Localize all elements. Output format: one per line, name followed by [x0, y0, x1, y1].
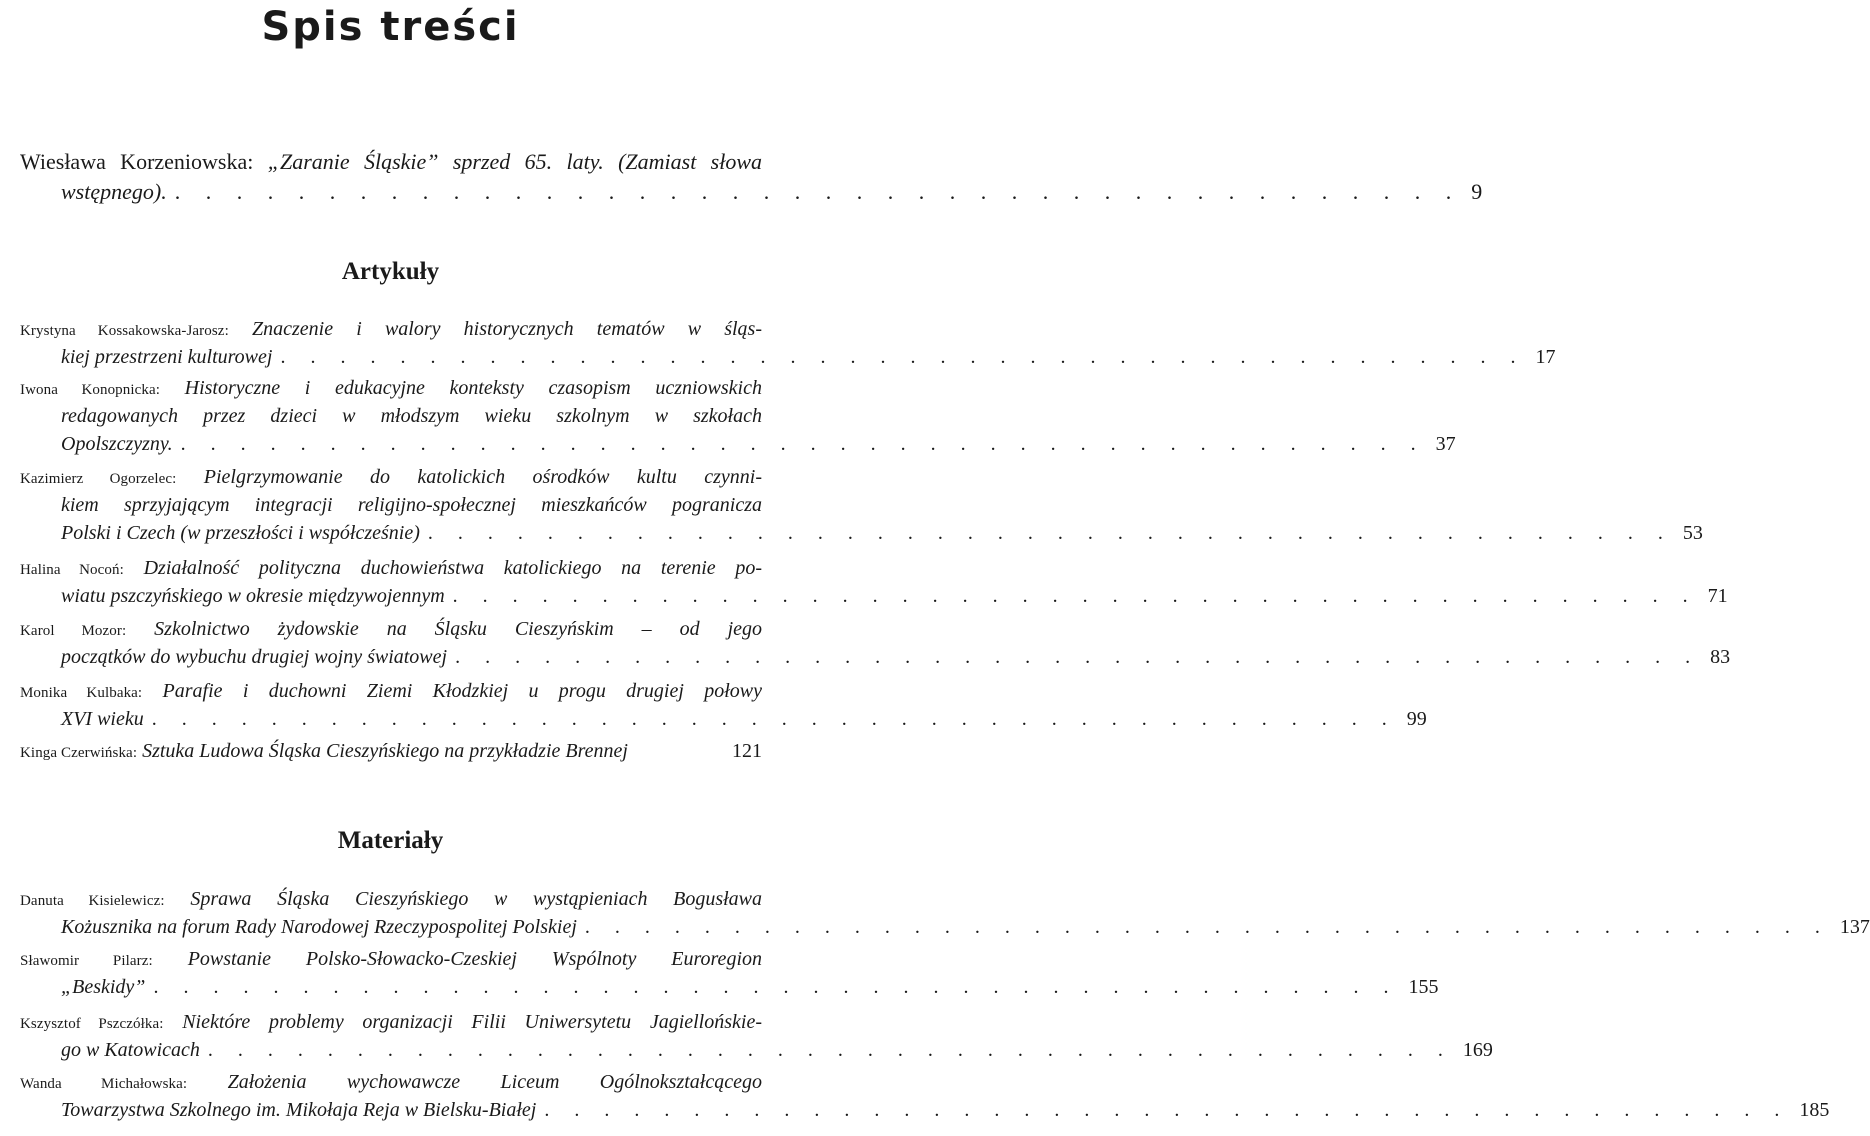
toc-entry[interactable]	[20, 315, 1556, 371]
toc-author: Iwona Konopnicka:	[20, 382, 161, 398]
toc-entry-line	[20, 582, 1728, 610]
toc-author: Sławomir Pilarz:	[20, 953, 153, 969]
toc-entry-line	[20, 402, 762, 430]
toc-entry-line	[20, 737, 762, 765]
toc-page-number: 17	[1535, 346, 1556, 368]
toc-entry-line	[20, 178, 1483, 206]
toc-page-number: 121	[732, 740, 762, 762]
toc-title: Historyczne i edukacyjne konteksty czasopism uczniowskich	[184, 377, 762, 399]
toc-entry-line	[20, 705, 1427, 733]
toc-author: Kinga Czerwińska:	[20, 745, 138, 761]
toc-author: Danuta Kisielewicz:	[20, 893, 165, 909]
toc-entry-line	[20, 1008, 762, 1036]
toc-leader-dots: . . . . . . . . . . . . . . . . . . . . . . . . . . . . . . . . . . . . . . . . . .	[584, 916, 1830, 938]
toc-entry[interactable]	[20, 1008, 1493, 1064]
toc-author: Krystyna Kossakowska-Jarosz:	[20, 323, 229, 339]
toc-entry-line	[20, 1036, 1493, 1064]
toc-author: Wanda Michałowska:	[20, 1076, 188, 1092]
toc-entry[interactable]	[20, 945, 1439, 1001]
toc-leader-dots: . . . . . . . . . . . . . . . . . . . . . . . . . . . . . . . . . . . . . . . . . .	[455, 646, 1701, 668]
toc-leader-dots: . . . . . . . . . . . . . . . . . . . . . . . . . . . . . . . . . . . . . . . . . .	[452, 585, 1698, 607]
toc-title: Powstanie Polsko-Słowacko-Czeskiej Wspólnoty Euroregion	[187, 948, 762, 970]
toc-leader-dots: . . . . . . . . . . . . . . . . . . . . . . . . . . . . . . . . . . . . . . . . . .	[544, 1099, 1790, 1121]
toc-entry-line	[20, 148, 762, 176]
toc-entry-line	[20, 913, 1870, 941]
toc-entry-line	[20, 885, 762, 913]
toc-entry-line	[20, 643, 1731, 671]
toc-title-continued: początków do wybuchu drugiej wojny światowej	[61, 646, 448, 668]
toc-title-continued: Opolszczyzny.	[61, 433, 173, 455]
toc-entry[interactable]	[20, 463, 1703, 547]
toc-title-continued: wiatu pszczyńskiego w okresie międzywojennym	[61, 585, 445, 607]
toc-title: Parafie i duchowni Ziemi Kłodzkiej u progu drugiej połowy	[162, 680, 763, 702]
toc-page-number: 9	[1471, 179, 1483, 204]
toc-title: Znaczenie i walory historycznych tematów w śląs-	[252, 318, 762, 340]
toc-title-continued: XVI wieku	[61, 708, 144, 730]
toc-title: Szkolnictwo żydowskie na Śląsku Cieszyńskim – od jego	[154, 618, 762, 640]
toc-entry-line	[20, 315, 762, 343]
toc-entry-line	[20, 491, 762, 519]
toc-title-continued: kiej przestrzeni kulturowej	[61, 346, 273, 368]
toc-entry-text	[20, 737, 628, 767]
toc-leader-dots: . . . . . . . . . . . . . . . . . . . . . . . . . . . . . . . . . . . . . . . . . .	[207, 1039, 1453, 1061]
toc-leader-dots: . . . . . . . . . . . . . . . . . . . . . . . . . . . . . . . . . . . . . . . . . .	[174, 179, 1462, 204]
toc-entry-line	[20, 1096, 1830, 1124]
toc-title-continued: Polski i Czech (w przeszłości i współcześnie)	[61, 522, 420, 544]
toc-author: Wiesława Korzeniowska:	[20, 149, 254, 174]
toc-title-continued: Towarzystwa Szkolnego im. Mikołaja Reja w Bielsku-Białej	[61, 1099, 537, 1121]
toc-title-continued: kiem sprzyjającym integracji religijno-społecznej mieszkańców pogranicza	[61, 494, 762, 516]
toc-author: Kazimierz Ogorzelec:	[20, 471, 177, 487]
toc-page-number: 37	[1435, 433, 1456, 455]
toc-page-number: 169	[1462, 1039, 1493, 1061]
toc-leader-dots: . . . . . . . . . . . . . . . . . . . . . . . . . . . . . . . . . . . . . . . . . .	[153, 976, 1399, 998]
toc-leader-dots: . . . . . . . . . . . . . . . . . . . . . . . . . . . . . . . . . . . . . . . . . .	[427, 522, 1673, 544]
toc-leader-dots: . . . . . . . . . . . . . . . . . . . . . . . . . . . . . . . . . . . . . . . . . .	[180, 433, 1426, 455]
toc-leader-dots: . . . . . . . . . . . . . . . . . . . . . . . . . . . . . . . . . . . . . . . . . .	[280, 346, 1526, 368]
toc-entry[interactable]	[20, 737, 762, 765]
toc-entry-line	[20, 945, 762, 973]
toc-title-continued: go w Katowicach	[61, 1039, 200, 1061]
toc-entry-line	[20, 1068, 762, 1096]
toc-title: „Zaranie Śląskie” sprzed 65. laty. (Zamiast słowa	[267, 149, 762, 174]
toc-title: Sztuka Ludowa Śląska Cieszyńskiego na przykładzie Brennej	[142, 740, 628, 762]
section-heading-articles: Artykuły	[341, 258, 440, 285]
toc-title-continued: redagowanych przez dzieci w młodszym wieku szkolnym w szkołach	[61, 405, 762, 427]
toc-title: Działalność polityczna duchowieństwa katolickiego na terenie po-	[143, 557, 763, 579]
toc-entry-line	[20, 615, 762, 643]
toc-title: Niektóre problemy organizacji Filii Uniwersytetu Jagiellońskie-	[182, 1011, 762, 1033]
toc-entry[interactable]	[20, 374, 1456, 458]
toc-entry-line	[20, 973, 1439, 1001]
toc-entry-line	[20, 430, 1456, 458]
toc-entry-intro[interactable]	[20, 148, 1483, 206]
toc-entry[interactable]	[20, 554, 1728, 610]
toc-page-number: 137	[1839, 916, 1870, 938]
toc-page-number: 99	[1406, 708, 1427, 730]
toc-author: Monika Kulbaka:	[20, 685, 143, 701]
toc-entry-line	[20, 463, 762, 491]
toc-author: Kszysztof Pszczółka:	[20, 1016, 164, 1032]
toc-title-continued: wstępnego).	[61, 179, 167, 204]
toc-title: Założenia wychowawcze Liceum Ogólnokształcącego	[227, 1071, 762, 1093]
toc-page-number: 155	[1408, 976, 1439, 998]
page-title: Spis treści	[261, 4, 520, 50]
toc-author: Karol Mozor:	[20, 623, 127, 639]
toc-leader-dots: . . . . . . . . . . . . . . . . . . . . . . . . . . . . . . . . . . . . . . . . . .	[151, 708, 1397, 730]
toc-entry-line	[20, 554, 762, 582]
toc-page-number: 83	[1710, 646, 1731, 668]
toc-title-continued: Kożusznika na forum Rady Narodowej Rzeczypospolitej Polskiej	[61, 916, 577, 938]
toc-entry-line	[20, 677, 762, 705]
toc-entry-line	[20, 519, 1703, 547]
toc-entry-line	[20, 374, 762, 402]
toc-title: Sprawa Śląska Cieszyńskiego w wystąpieniach Bogusława	[190, 888, 763, 910]
toc-entry-line	[20, 343, 1556, 371]
section-heading-materials: Materiały	[337, 827, 444, 854]
toc-page-number: 53	[1682, 522, 1703, 544]
toc-title: Pielgrzymowanie do katolickich ośrodków kultu czynni-	[203, 466, 762, 488]
toc-page-number: 71	[1707, 585, 1728, 607]
toc-page-number: 185	[1799, 1099, 1830, 1121]
toc-entry[interactable]	[20, 1068, 1830, 1124]
toc-entry[interactable]	[20, 677, 1427, 733]
toc-title-continued: „Beskidy”	[61, 976, 146, 998]
toc-entry[interactable]	[20, 885, 1870, 941]
toc-author: Halina Nocoń:	[20, 562, 124, 578]
toc-entry[interactable]	[20, 615, 1731, 671]
